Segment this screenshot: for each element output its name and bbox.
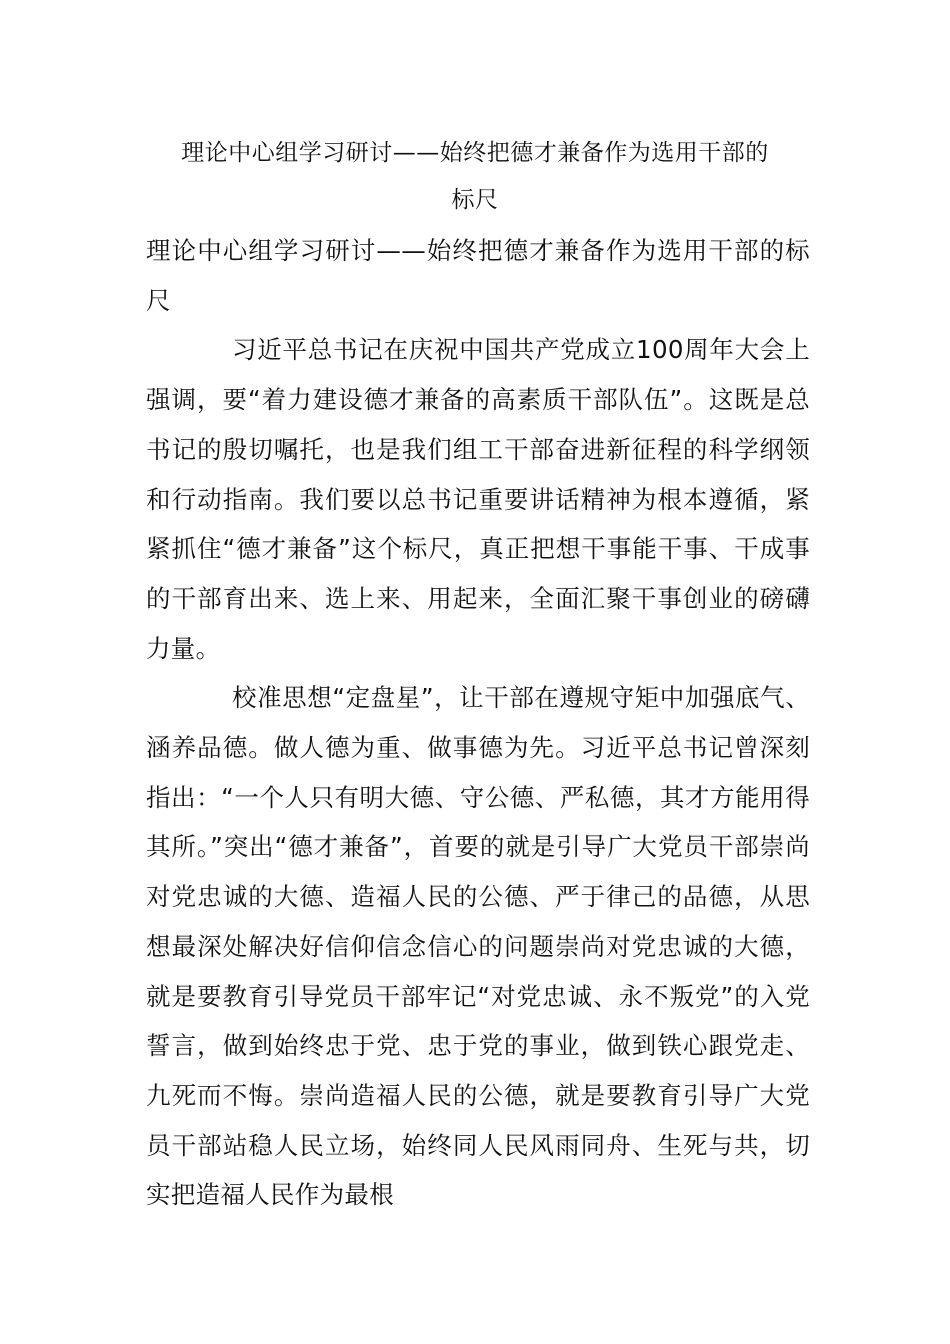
document-body bbox=[146, 226, 810, 1220]
title-line-2: 标尺 bbox=[451, 187, 499, 213]
title-line-1: 理论中心组学习研讨——始终把德才兼备作为选用干部的 bbox=[181, 140, 769, 166]
body-paragraph-2: 校准思想“定盘星”，让干部在遵规守矩中加强底气、涵养品德。做人德为重、做事德为先。习近平总书记曾深刻指出：“一个人只有明大德、守公德、严私德，其才方能用得其所。”突出“德才兼备”，首要的就是引导广大党员干部崇尚对党忠诚的大德、造福人民的公德、严于律己的品德，从思想最深处解决好信仰信念信心的问题崇尚对党忠诚的大德，就是要教育引导党员干部牢记“对党忠诚、永不叛党”的入党誓言，做到始终忠于党、忠于党的事业，做到铁心跟党走、九死而不悔。崇尚造福人民的公德，就是要教育引导广大党员干部站稳人民立场，始终同人民风雨同舟、生死与共，切实把造福人民作为最根 bbox=[146, 683, 810, 1210]
subtitle-paragraph: 理论中心组学习研讨——始终把德才兼备作为选用干部的标尺 bbox=[146, 236, 810, 315]
body-paragraph-1: 习近平总书记在庆祝中国共产党成立100周年大会上强调，要“着力建设德才兼备的高素质干部队伍”。这既是总书记的殷切嘱托，也是我们组工干部奋进新征程的科学纲领和行动指南。我们要以总书记重要讲话精神为根本遵循，紧紧抓住“德才兼备”这个标尺，真正把想干事能干事、干成事的干部育出来、选上来、用起来，全面汇聚干事创业的磅礴力量。 bbox=[146, 335, 810, 663]
document-title bbox=[140, 130, 810, 224]
